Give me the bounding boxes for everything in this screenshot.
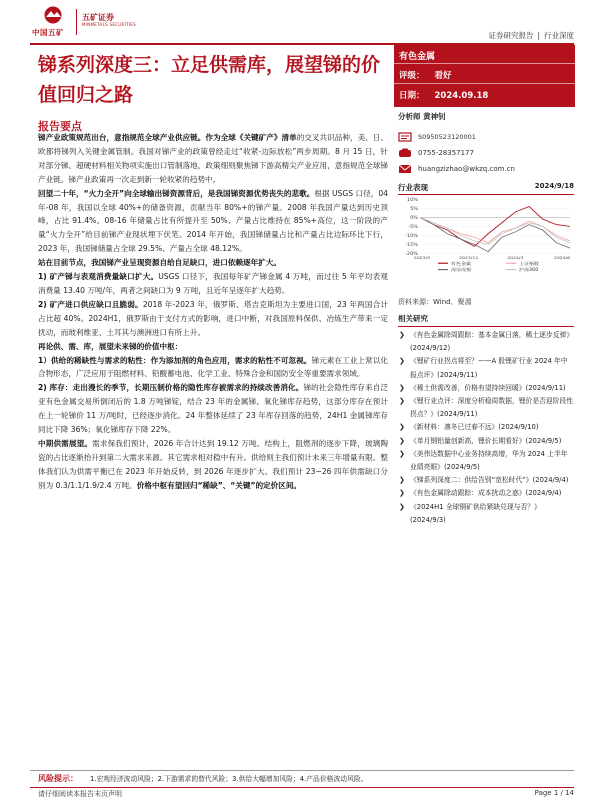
paragraph: 站在目前节点，我国锑产业呈现资源自给自足缺口，进口依赖逐年扩大。 [38, 258, 281, 268]
phone-icon [398, 148, 412, 158]
chart-x-tick-label: 2024/6 [553, 255, 571, 261]
chart-legend-label: 上证指数 [519, 262, 539, 267]
related-research-item[interactable] [398, 329, 574, 355]
section-title: 报告要点 [38, 120, 82, 133]
chart-x-tick-label: 2023/12 [459, 255, 479, 261]
date-value: 2024.09.18 [434, 91, 489, 101]
paragraph: 再论供、需、库，展望未来锑的价值中枢： [38, 341, 183, 351]
related-research-title: 《新材料：凛冬已过春不远》(2024/9/10) [410, 423, 539, 432]
minmetals-logo-icon [42, 6, 64, 24]
related-research-title: 《锑系列深度二：供给告别“宽松时代”》(2024/9/4) [410, 476, 569, 485]
perf-title: 行业表现 [398, 183, 428, 192]
related-research-title: 《2024H1 全球铜矿供给紧缺兑现与否？》(2024/9/3) [410, 502, 541, 524]
related-research-item[interactable] [398, 501, 574, 527]
chart-x-tick-label: 2023/9 [413, 255, 431, 261]
broker-name-en: MINMETALS SECURITIES [82, 22, 136, 27]
paragraph: 2) 库存：走出漫长的季节，长期压制价格的隐性库存被需求的持续改善消化。锑的社会隐性库存来自泛亚有色金属交易所倒闭后的 1.8 万吨锑锭，结合 23 年的金属锑、氧化锑库存趋势，这部分库存在预计在上一轮锑价 11 万/吨时，已经逐步消化。24 年整体延续了 23 年库存回落的趋势，24H1 金属锑库存同比下降 36%；氧化锑库存下降 22%。 [38, 383, 388, 435]
related-research-item[interactable] [398, 435, 574, 448]
related-research-title: 《锂行业点评：深度分析稳周数据，锂价是否迎阶段性拐点？》(2024/9/11) [410, 397, 574, 419]
analyst-cert: S0950523120001 [418, 133, 476, 141]
logo-divider [76, 9, 77, 35]
footer-divider [30, 787, 574, 788]
chevron-right-icon: ❯ [399, 476, 405, 485]
analyst-email[interactable]: huangzizhao@wkzq.com.cn [418, 165, 515, 173]
paragraph: 锑产业政策规范出台，意指规范全球产业供应链。作为全球《关键矿产》清单的交叉共识品种，美、日、欧都将锑列入关键金属管制。我国对锑产业的政策曾经走过“收紧-边际放松”两步周期。8 月 15 日，针对部分锑、超硬材料相关物项实施出口管制落地，政策细则聚焦锑下游高精尖产业应用，意指规范全球锑产业链。锑产业政策再一次走到新一轮收紧的趋势中。 [38, 133, 388, 184]
paragraph: 回望二十年，“火力全开”向全球输出锑资源背后，是我国锑资源优势丧失的悲歌。根据 USGS 口径，04 年-08 年，我国以全球 40%+的储备资源，贡献当年 80%+的锑产量。2008 年我国产量达到历史顶峰，占比 91.4%。08-16 年储量占比有所提升至 50%、产量占比维持在 85%+高位，这一阶段的产量“火力全开”给目前锑产业现状埋下伏笔。2014 年开始，我国锑储量占比和产量占比边际环比下行，2023 年，我国锑储量占全球 29.5%、产量占全球 48.12%。 [38, 188, 388, 254]
chart-y-tick-label: 5% [410, 207, 418, 212]
related-research-item[interactable] [398, 448, 574, 474]
logo-text: 中国五矿 [32, 28, 64, 37]
date-label: 日期： [399, 91, 425, 101]
analyst-name: 分析师 黄神钊 [398, 112, 446, 121]
rating-box-divider [394, 63, 575, 64]
chart-legend-label: 有色金属 [451, 262, 471, 267]
analyst-block [398, 111, 576, 173]
related-research-title: 《稀土供需改善，价格有望持续回暖》(2024/9/11) [410, 383, 566, 392]
analyst-phone: 0755-28357177 [418, 149, 474, 157]
chart-source: 资料来源：Wind、聚源 [398, 298, 472, 306]
related-research-title: 《有色金属除动跟踪：成本扰动之惑》(2024/9/4) [410, 489, 562, 498]
related-research-title: 《美伟达数据中心业务持续高增，华为 2024 上半年业绩亮眼》(2024/9/5) [410, 449, 568, 472]
related-research-list [398, 329, 574, 527]
report-title: 锑系列深度三：立足供需库，展望锑的价值回归之路 [38, 54, 381, 106]
paragraph: 中期供需展望。需求保我们预计，2026 年合计达到 19.12 万吨。结构上，阻燃剂的逐步下降，玻璃陶瓷的占比逐渐抬升到第二大需求来源。其它需求相对稳中有升。供给则主我们预计未来三年增量有限。整体我们认为供需平衡已在 2023 年开始反转，到 2026 年逐步扩大。我们预计 23~26 四年供需缺口分别为 0.3/1.1/1.9/2.4 万吨。价格中枢有望回归“稀缺”、“关键”的定价区间。 [38, 438, 388, 490]
report-type-label [488, 30, 574, 41]
chart-legend-label: 沪深300 [519, 268, 539, 273]
related-title: 相关研究 [398, 314, 428, 323]
risk-text: 1.宏观经济波动风险；2.下游需求的替代风险；3.供给大幅增加风险；4.产品价格波动风险。 [90, 775, 368, 783]
chevron-right-icon: ❯ [399, 357, 405, 366]
rating-value: 看好 [434, 71, 452, 81]
chart-y-tick-label: -15% [405, 243, 418, 248]
company-logo [32, 6, 152, 38]
related-header [398, 313, 574, 327]
related-research-item[interactable] [398, 355, 574, 381]
related-research-title: 《锂矿行业拐点将至？——A 股锂矿行业 2024 年中报点评》(2024/9/11) [410, 357, 568, 379]
paragraph: 1) 矿产锑与表观消费量缺口扩大。USGS 口径下，我国每年矿产锑金属 4 万吨，而过往 5 年平均表观消费量 13.40 万吨/年，两者之间缺口为 9 万吨，且近年呈逐年扩大趋势。 [38, 272, 388, 295]
chart-y-tick-label: 0% [410, 216, 418, 221]
chevron-right-icon: ❯ [399, 449, 405, 458]
related-research-item[interactable] [398, 395, 574, 421]
perf-date: 2024/9/18 [534, 182, 574, 190]
related-research-item[interactable] [398, 474, 574, 487]
rating-box [394, 45, 575, 107]
report-subtype: 行业深度 [544, 31, 574, 40]
broker-name: 五矿证券 [82, 13, 114, 22]
report-type: 证券研究报告 [488, 31, 534, 40]
chart-x-tick-label: 2024/3 [507, 255, 524, 261]
related-research-title: 《有色金属除周跟踪：基本金属日落，稀土逐步反弹》(2024/9/12) [410, 331, 574, 353]
chevron-right-icon: ❯ [399, 397, 405, 406]
paragraph: 1）供给的稀缺性与需求的粘性：作为添加剂的角色应用，需求的粘性不可忽视。锑元素在工业上常以化合物形态，广泛应用于阻燃材料、铅酸蓄电池、化学工业、特殊合金和国防安全等重要需求领域。 [38, 355, 389, 379]
chevron-right-icon: ❯ [399, 423, 405, 432]
date-row [399, 89, 488, 101]
email-icon [398, 164, 412, 174]
related-research-item[interactable] [398, 382, 574, 395]
risk-divider [30, 770, 574, 771]
report-body [38, 131, 388, 493]
chevron-right-icon: ❯ [399, 331, 405, 339]
chevron-right-icon: ❯ [399, 383, 405, 392]
chart-series-line [420, 217, 570, 251]
certificate-icon [398, 132, 412, 142]
chart-y-tick-label: -5% [408, 225, 418, 230]
chevron-right-icon: ❯ [399, 489, 405, 498]
disclaimer-note: 请仔细阅读本报告末页声明 [38, 790, 122, 798]
related-research-item[interactable] [398, 421, 574, 434]
risk-label: 风险提示： [38, 774, 78, 783]
chevron-right-icon: ❯ [399, 502, 405, 511]
chart-legend-label: 深证成指 [451, 268, 471, 273]
chart-y-tick-label: -20% [405, 252, 418, 257]
industry-name: 有色金属 [399, 52, 436, 62]
rating-box-divider [394, 83, 575, 84]
related-research-title: 《单月钢铝量创新高，锂价长期看好》(2024/9/5) [410, 436, 562, 445]
chevron-right-icon: ❯ [399, 436, 405, 445]
rating-row [399, 69, 452, 81]
industry-performance-chart [398, 196, 574, 276]
page-number: Page 1 / 14 [534, 789, 574, 797]
paragraph: 2) 矿产进口供应缺口且脆弱。2018 年-2023 年，俄罗斯、塔吉克斯坦为主要进口国，23 年两国合计占比超 40%。2024H1，俄罗斯由于支付方式的影响，进口中断，对我国原料保供、冶炼生产带来一定扰动，而玻利维亚、土耳其与澳洲进口有所上升。 [38, 299, 389, 337]
perf-header [398, 181, 574, 195]
risk-warning [38, 773, 367, 784]
rating-label: 评级： [399, 71, 425, 81]
report-type-separator: | [537, 31, 540, 40]
chart-y-tick-label: 10% [406, 198, 418, 203]
chart-y-tick-label: -10% [405, 234, 418, 239]
related-research-item[interactable] [398, 487, 574, 500]
